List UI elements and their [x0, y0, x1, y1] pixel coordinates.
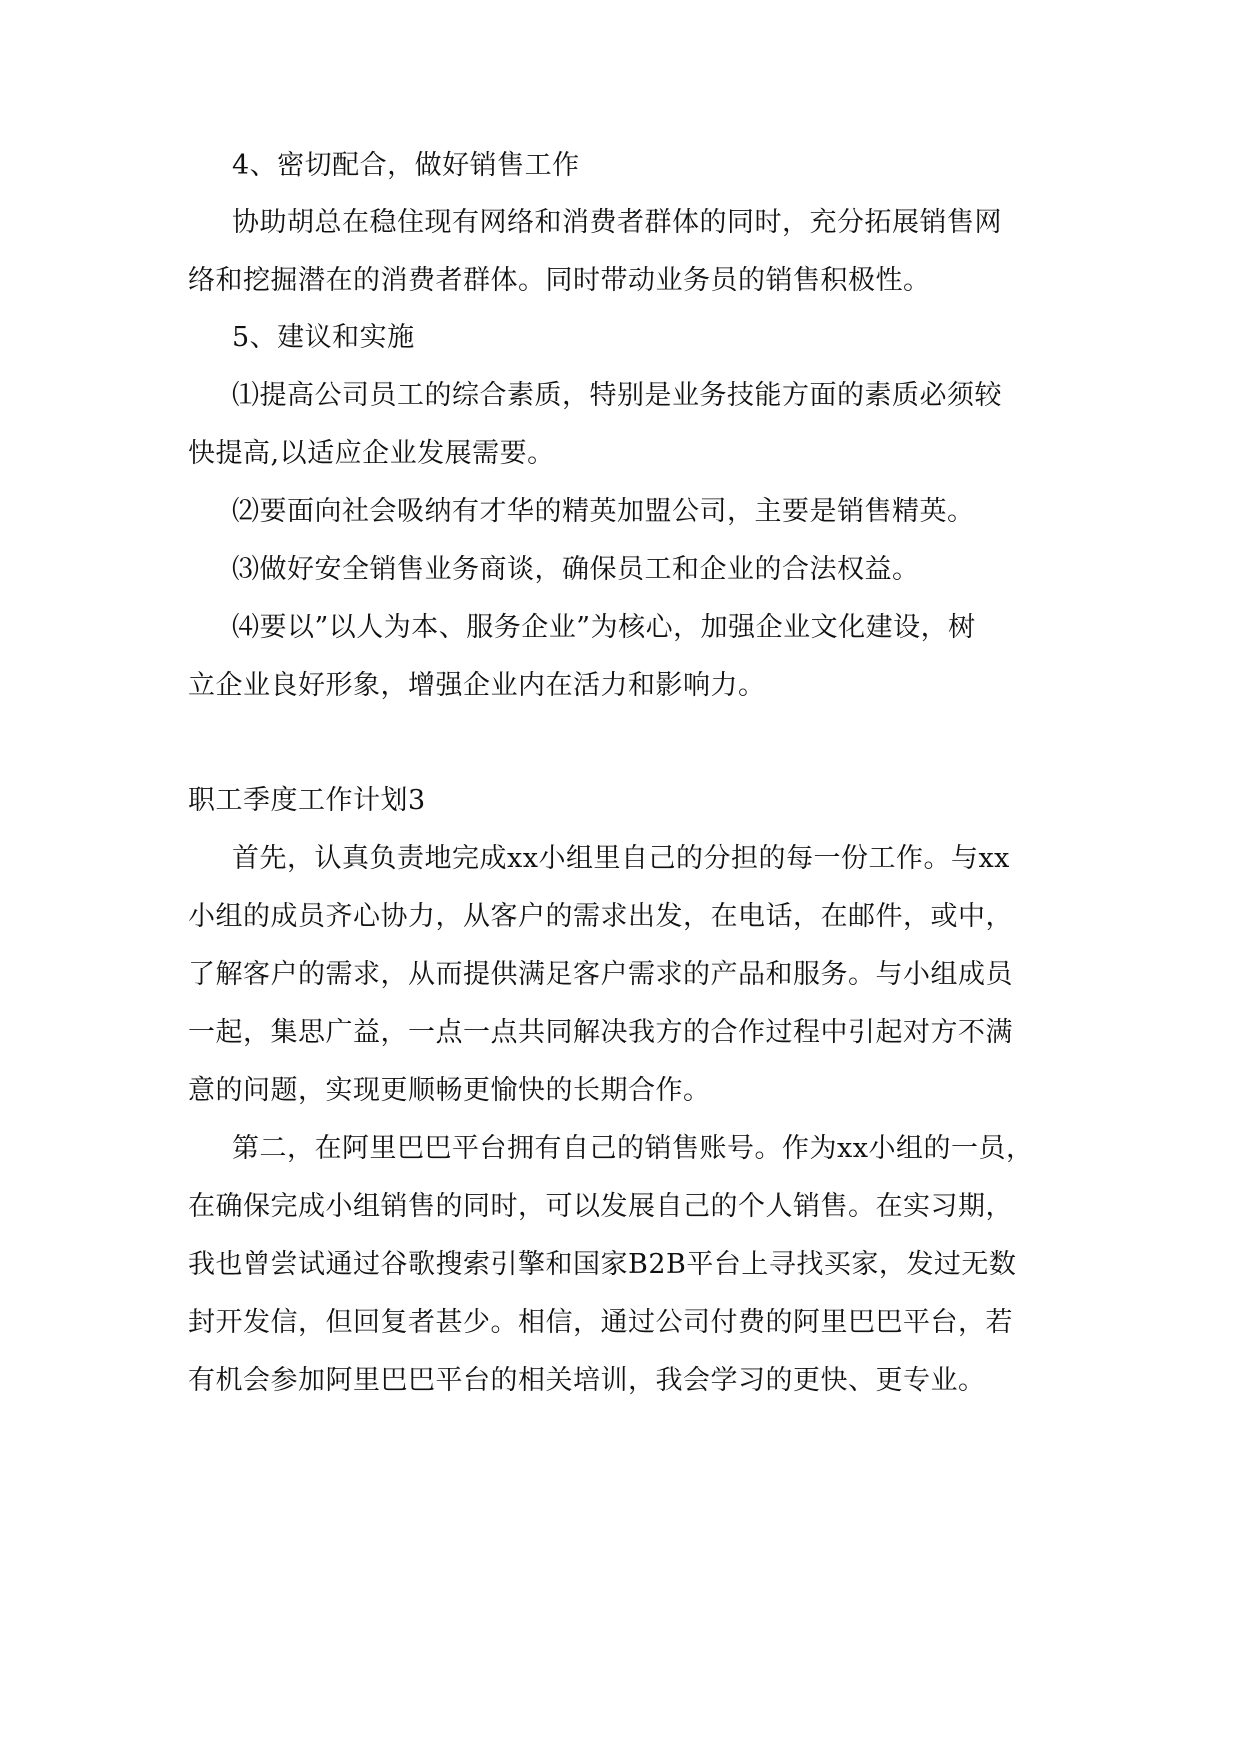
item-5-point-1-line-1: ⑴提高公司员工的综合素质，特别是业务技能方面的素质必须较 [232, 380, 1002, 411]
item-5-point-4-line-1: ⑷要以”以人为本、服务企业”为核心，加强企业文化建设，树 [232, 612, 976, 643]
item-4-body-line-2: 络和挖掘潜在的消费者群体。同时带动业务员的销售积极性。 [188, 265, 931, 296]
para-1-line-2: 小组的成员齐心协力，从客户的需求出发，在电话，在邮件，或中， [188, 901, 1013, 932]
item-5-point-2: ⑵要面向社会吸纳有才华的精英加盟公司，主要是销售精英。 [232, 496, 975, 527]
para-2-line-1: 第二，在阿里巴巴平台拥有自己的销售账号。作为xx小组的一员， [232, 1133, 1034, 1164]
para-1-line-1: 首先，认真负责地完成xx小组里自己的分担的每一份工作。与xx [232, 843, 1010, 874]
item-4-body-line-1: 协助胡总在稳住现有网络和消费者群体的同时，充分拓展销售网 [232, 207, 1002, 238]
para-2-line-5: 有机会参加阿里巴巴平台的相关培训，我会学习的更快、更专业。 [188, 1365, 986, 1396]
para-2-line-3: 我也曾尝试通过谷歌搜索引擎和国家B2B平台上寻找买家，发过无数 [188, 1249, 1017, 1280]
para-2-line-2: 在确保完成小组销售的同时，可以发展自己的个人销售。在实习期， [188, 1191, 1013, 1222]
para-2-line-4: 封开发信，但回复者甚少。相信，通过公司付费的阿里巴巴平台，若 [188, 1307, 1013, 1338]
section-3-title: 职工季度工作计划3 [188, 785, 426, 816]
para-1-line-4: 一起，集思广益，一点一点共同解决我方的合作过程中引起对方不满 [188, 1017, 1013, 1048]
item-5-point-3: ⑶做好安全销售业务商谈，确保员工和企业的合法权益。 [232, 554, 920, 585]
para-1-line-3: 了解客户的需求，从而提供满足客户需求的产品和服务。与小组成员 [188, 959, 1013, 990]
item-4-heading: 4、密切配合，做好销售工作 [232, 150, 580, 181]
item-5-point-1-line-2: 快提高,以适应企业发展需要。 [188, 438, 555, 469]
item-5-heading: 5、建议和实施 [232, 322, 415, 353]
para-1-line-5: 意的问题，实现更顺畅更愉快的长期合作。 [188, 1075, 711, 1106]
item-5-point-4-line-2: 立企业良好形象，增强企业内在活力和影响力。 [188, 670, 766, 701]
